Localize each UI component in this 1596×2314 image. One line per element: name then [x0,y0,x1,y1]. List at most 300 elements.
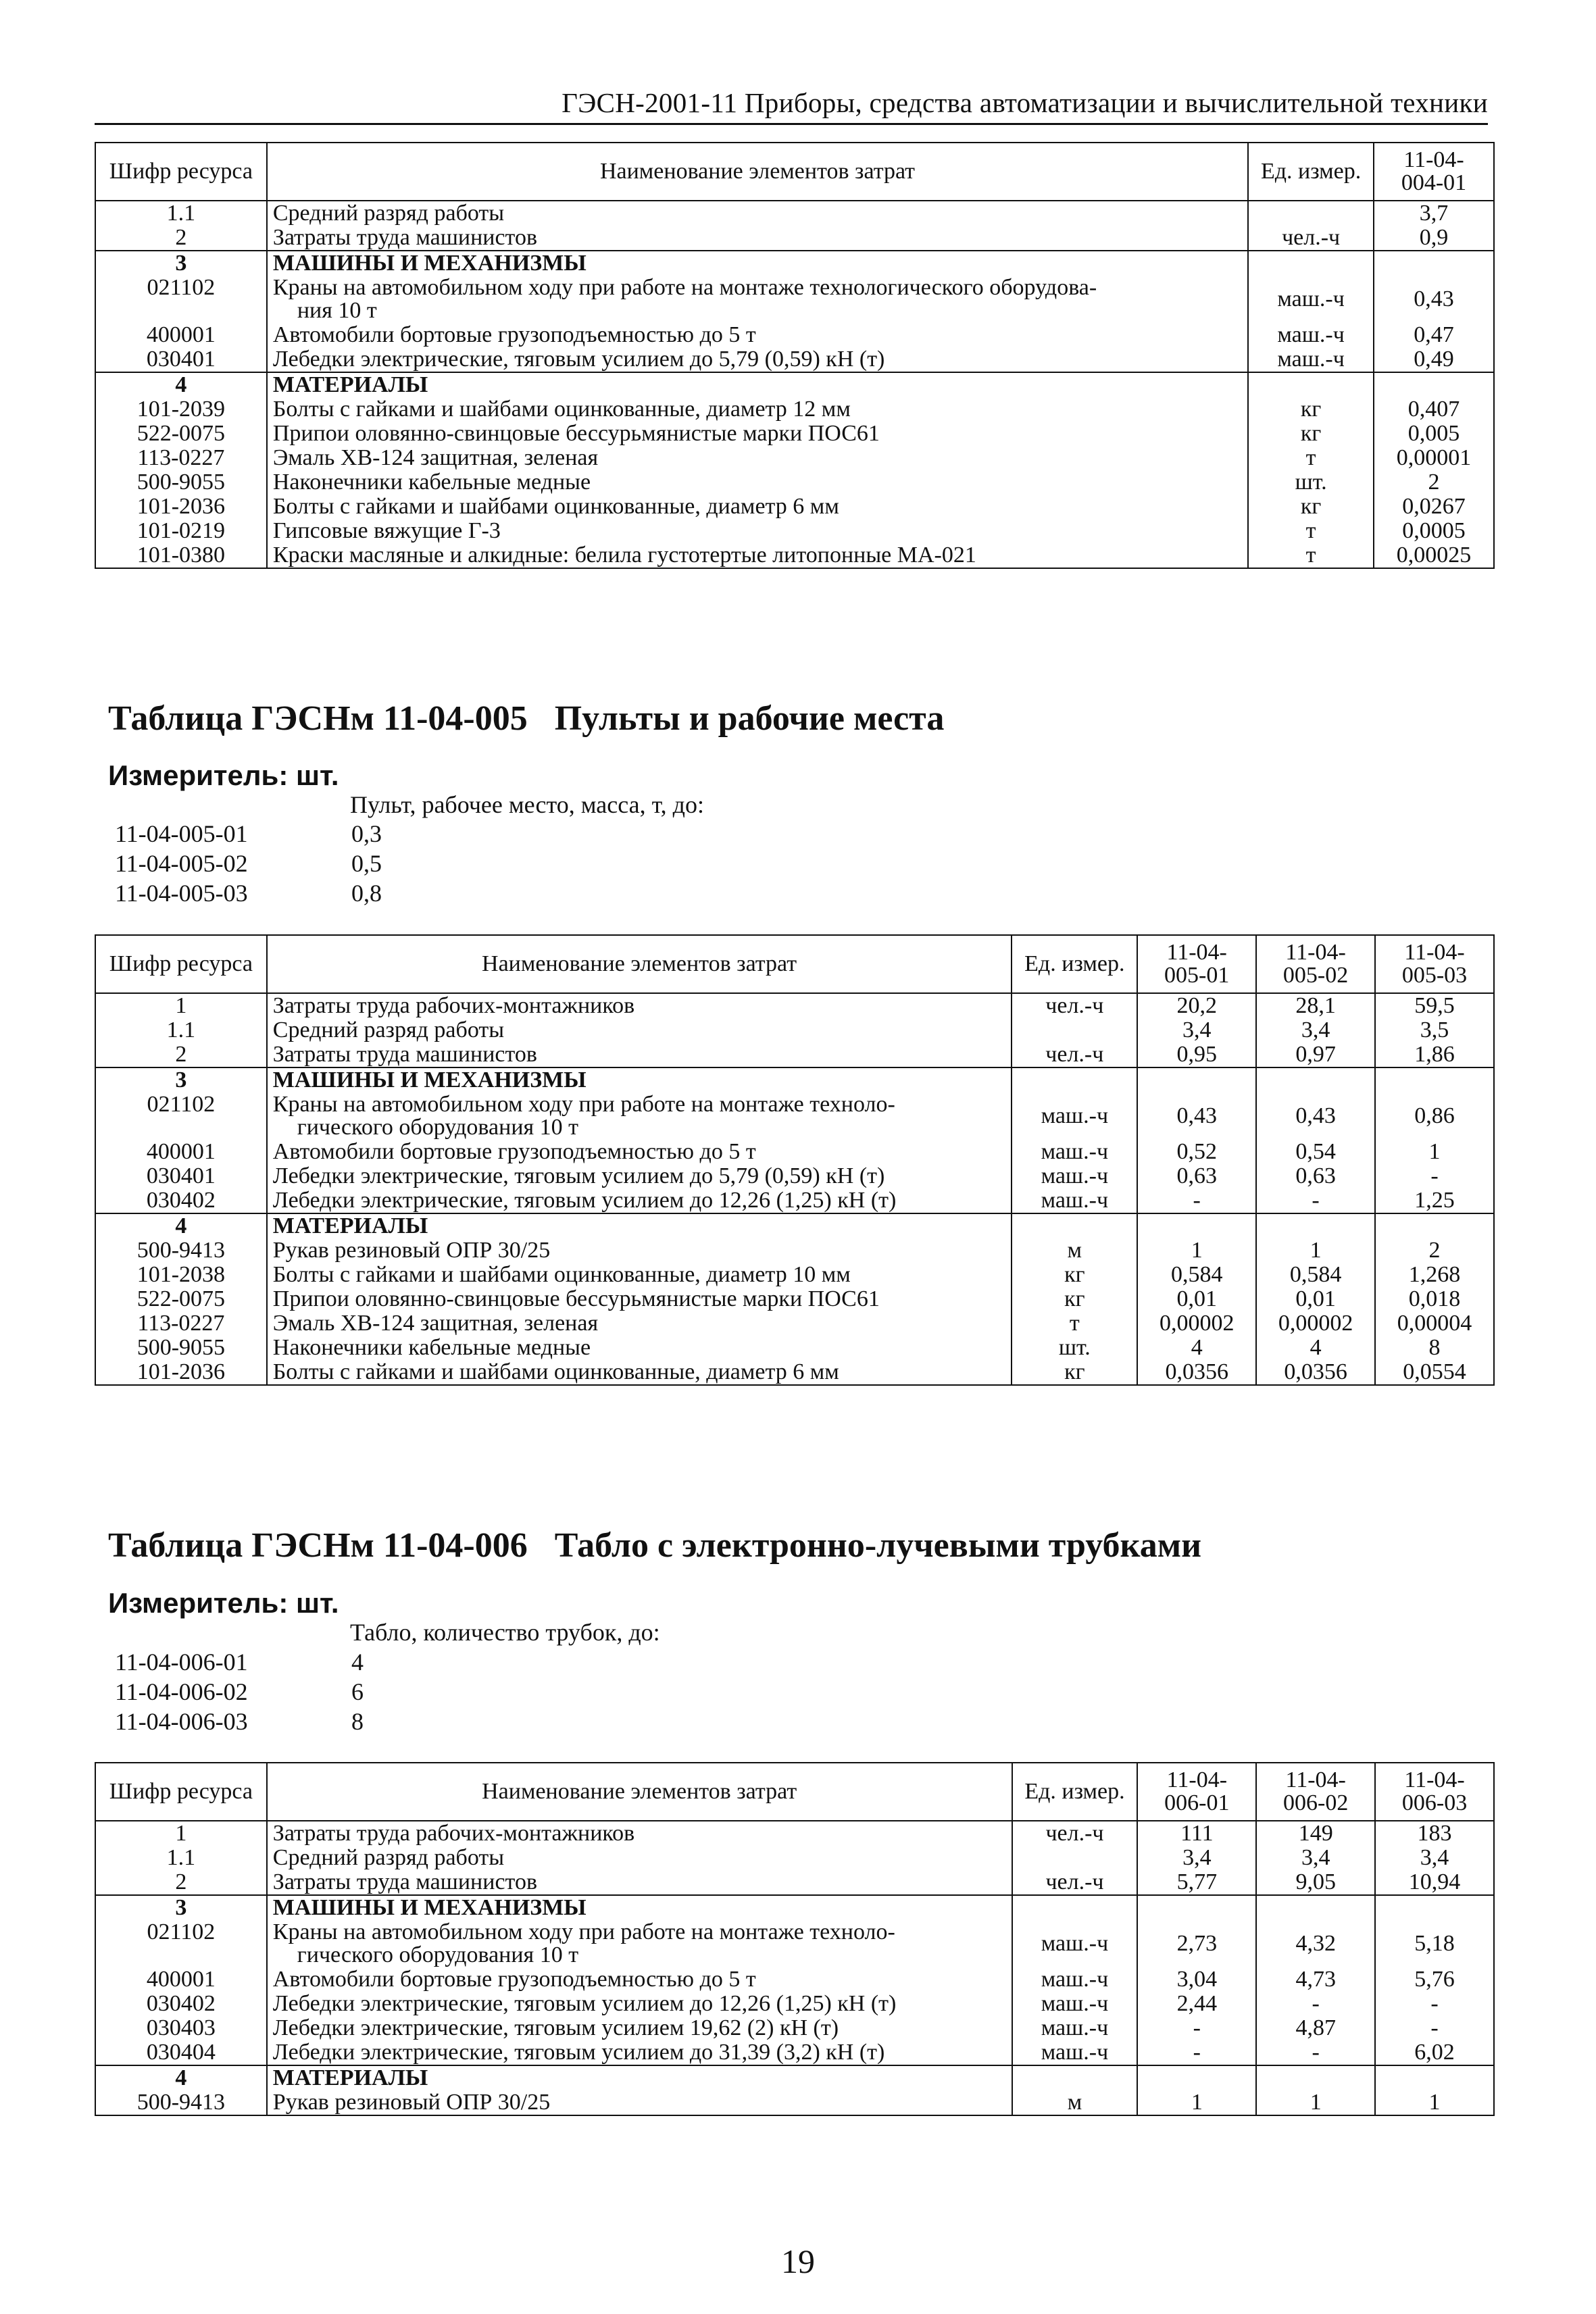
header-norm [1137,1763,1256,1821]
cell-name-text: Затраты труда машинистов [272,1042,537,1067]
cell-value: 6,02 [1375,2040,1494,2065]
cell-value: 1 [1256,1238,1375,1263]
cell-name-text: МАТЕРИАЛЫ [272,372,428,397]
cell-value: 0,43 [1256,1092,1375,1140]
cell-name [267,226,1248,251]
cell-name [267,519,1248,543]
cell-name [267,1188,1012,1213]
cell-name-text: Болты с гайками и шайбами оцинкованные, диаметр 10 мм [272,1262,851,1287]
table-title-005 [108,699,944,738]
cell-code: 101-0380 [95,543,267,568]
table-header-row [95,1763,1494,1821]
table-row [95,1821,1494,1846]
cell-value: 0,97 [1256,1042,1375,1067]
cell-code: 2 [95,226,267,251]
header-name: Наименование элементов затрат [267,1763,1012,1821]
cell-code: 021102 [95,1920,267,1967]
cell-value: 0,018 [1375,1287,1494,1311]
cell-unit: кг [1248,397,1374,422]
cell-name-text: МАШИНЫ И МЕХАНИЗМЫ [272,1895,587,1920]
cell-name-text: Лебедки электрические, тяговым усилием до 5,79 (0,59) кН (т) [272,347,885,372]
cell-value [1374,372,1494,397]
cell-value: 0,63 [1256,1164,1375,1188]
cell-name-text: Автомобили бортовые грузоподъемностью до 5 т [272,1139,756,1164]
cell-value: 111 [1137,1821,1256,1846]
cell-name [267,1967,1012,1992]
table-row [95,519,1494,543]
cell-code: 101-2036 [95,495,267,519]
cell-unit: маш.-ч [1012,1092,1137,1140]
header-norm-l1: 11-04- [1166,1767,1228,1792]
table-row [95,226,1494,251]
cell-value [1375,2065,1494,2090]
running-header: ГЭСН-2001-11 Приборы, средства автоматизации и вычислительной техники [95,86,1488,125]
resource-table-004 [95,142,1495,569]
cell-unit: т [1248,519,1374,543]
cell-code: 030402 [95,1188,267,1213]
cell-name [267,1263,1012,1287]
cell-value: 0,63 [1137,1164,1256,1188]
cell-value: 0,00002 [1256,1311,1375,1336]
cell-value: 0,0005 [1374,519,1494,543]
cell-value: - [1137,1188,1256,1213]
cell-code: 400001 [95,1140,267,1164]
cell-code: 2 [95,1042,267,1067]
cell-value [1374,251,1494,276]
cell-unit: чел.-ч [1012,1042,1137,1067]
cell-value: - [1137,2016,1256,2040]
cell-name-text: МАШИНЫ И МЕХАНИЗМЫ [272,1067,587,1092]
cell-name-text: Затраты труда машинистов [272,1869,537,1894]
cell-value: 0,86 [1375,1092,1494,1140]
cell-unit: кг [1012,1263,1137,1287]
header-norm-l1: 11-04- [1285,1767,1346,1792]
cell-value: 0,0267 [1374,495,1494,519]
cell-value: 0,47 [1374,323,1494,347]
param-value: 0,8 [351,880,382,907]
cell-code: 3 [95,1067,267,1092]
table-row [95,1213,1494,1238]
table-row [95,422,1494,446]
cell-name-text: Лебедки электрические, тяговым усилием до 12,26 (1,25) кН (т) [272,1188,897,1213]
measure-label-005: Измеритель: шт. [108,759,339,791]
param-row [115,1707,364,1736]
cell-name [267,446,1248,470]
cell-value: 4,73 [1256,1967,1375,1992]
section-heading [267,1067,1012,1092]
title-code: Таблица ГЭСНм 11-04-005 [108,699,528,738]
cell-code: 030401 [95,1164,267,1188]
cell-value [1137,1895,1256,1920]
cell-code: 030403 [95,2016,267,2040]
header-norm-l2: 006-03 [1401,1790,1468,1815]
param-row [115,1678,364,1706]
cell-name [267,543,1248,568]
cell-name [267,276,1248,323]
cell-name-text: Болты с гайками и шайбами оцинкованные, диаметр 6 мм [272,494,839,519]
cell-value: - [1256,2040,1375,2065]
cell-value: 5,18 [1375,1920,1494,1967]
cell-name [267,323,1248,347]
cell-value: 8 [1375,1336,1494,1360]
param-value: 4 [351,1649,364,1676]
cell-value: 4,87 [1256,2016,1375,2040]
cell-value: - [1256,1188,1375,1213]
cell-unit [1012,1018,1137,1042]
cell-code: 101-2036 [95,1360,267,1385]
cell-name-text: Краны на автомобильном ходу при работе на монтаже технологического оборудова- [272,275,1097,300]
cell-name [267,1092,1012,1140]
cell-unit: шт. [1248,470,1374,495]
param-code: 11-04-006-01 [115,1649,248,1676]
cell-name [267,1018,1012,1042]
table-row [95,470,1494,495]
resource-table-006 [95,1762,1495,2116]
cell-value [1137,2065,1256,2090]
table-row [95,1336,1494,1360]
cell-code: 101-2039 [95,397,267,422]
cell-name [267,1360,1012,1385]
cell-value: 20,2 [1137,993,1256,1018]
header-name: Наименование элементов затрат [267,143,1248,201]
cell-name-text: Краски масляные и алкидные: белила густотертые литопонные МА-021 [272,543,976,568]
table-row [95,1967,1494,1992]
cell-value: 0,43 [1374,276,1494,323]
cell-value: 5,77 [1137,1870,1256,1895]
resource-table-005 [95,934,1495,1386]
cell-name-text: Эмаль ХВ-124 защитная, зеленая [272,445,599,470]
cell-value: 3,4 [1375,1846,1494,1870]
header-norm [1256,1763,1375,1821]
cell-unit: кг [1248,495,1374,519]
cell-code: 1 [95,993,267,1018]
cell-unit [1248,201,1374,226]
param-row [115,1648,364,1676]
cell-code: 4 [95,2065,267,2090]
cell-name-text: Припои оловянно-свинцовые бессурьмянистые марки ПОС61 [272,1286,880,1311]
cell-name [267,347,1248,372]
cell-unit: маш.-ч [1012,2016,1138,2040]
section-heading [267,251,1248,276]
cell-name [267,1287,1012,1311]
cell-unit: кг [1012,1360,1137,1385]
measure-label-006: Измеритель: шт. [108,1587,339,1619]
header-norm-l1: 11-04- [1404,940,1465,965]
cell-value: 0,01 [1137,1287,1256,1311]
cell-value [1256,1895,1375,1920]
cell-name [267,2090,1012,2115]
table-row [95,1870,1494,1895]
param-code: 11-04-006-02 [115,1678,248,1705]
table-row [95,1164,1494,1188]
header-norm-l1: 11-04- [1404,1767,1465,1792]
cell-name [267,1992,1012,2016]
cell-code: 2 [95,1870,267,1895]
cell-value: 0,0356 [1137,1360,1256,1385]
cell-name-text: Средний разряд работы [272,201,505,226]
cell-code: 1.1 [95,1846,267,1870]
cell-value [1375,1895,1494,1920]
param-value: 0,5 [351,850,382,877]
cell-value: 0,52 [1137,1140,1256,1164]
cell-name-text: Наконечники кабельные медные [272,470,591,495]
table-row [95,1067,1494,1092]
cell-value: 1,86 [1375,1042,1494,1067]
cell-name [267,1311,1012,1336]
cell-code: 400001 [95,323,267,347]
cell-value: 0,0356 [1256,1360,1375,1385]
cell-unit [1012,1846,1138,1870]
header-code: Шифр ресурса [95,935,267,993]
cell-name-text: Затраты труда рабочих-монтажников [272,1821,635,1846]
title-code: Таблица ГЭСНм 11-04-006 [108,1526,528,1565]
cell-name [267,1164,1012,1188]
param-caption-005: Пульт, рабочее место, масса, т, до: [350,791,705,818]
cell-code: 3 [95,1895,267,1920]
header-norm [1256,935,1375,993]
cell-unit [1012,2065,1138,2090]
cell-name-text: Краны на автомобильном ходу при работе на монтаже техноло- [272,1092,895,1117]
param-code: 11-04-005-01 [115,820,248,847]
cell-unit: маш.-ч [1012,1188,1137,1213]
table-row [95,1287,1494,1311]
cell-unit [1012,1895,1138,1920]
cell-value: 3,5 [1375,1018,1494,1042]
cell-value: 28,1 [1256,993,1375,1018]
table-row [95,495,1494,519]
param-row [115,820,382,848]
cell-name-text: Болты с гайками и шайбами оцинкованные, диаметр 6 мм [272,1359,839,1384]
table-row [95,1895,1494,1920]
cell-value: 0,54 [1256,1140,1375,1164]
cell-value: 2 [1374,470,1494,495]
cell-value: 0,9 [1374,226,1494,251]
cell-name [267,2040,1012,2065]
cell-code: 3 [95,251,267,276]
cell-value: 3,4 [1137,1846,1256,1870]
cell-code: 101-0219 [95,519,267,543]
cell-value: 2,44 [1137,1992,1256,2016]
cell-name-continued: гического оборудования 10 т [297,1115,579,1140]
table-title-006 [108,1526,1201,1565]
header-norm-l2: 004-01 [1401,170,1467,195]
cell-code: 500-9055 [95,1336,267,1360]
cell-unit: м [1012,2090,1138,2115]
cell-name-text: Автомобили бортовые грузоподъемностью до 5 т [272,1967,756,1992]
header-unit: Ед. измер. [1248,143,1374,201]
table-row [95,543,1494,568]
cell-name [267,397,1248,422]
table-row [95,347,1494,372]
cell-unit: т [1248,543,1374,568]
header-unit: Ед. измер. [1012,935,1137,993]
table-row [95,1092,1494,1140]
cell-name-text: Лебедки электрические, тяговым усилием 19,62 (2) кН (т) [272,2015,839,2040]
cell-value: 3,4 [1256,1846,1375,1870]
cell-code: 500-9413 [95,2090,267,2115]
section-heading [267,372,1248,397]
cell-name-text: Средний разряд работы [272,1017,505,1042]
cell-value: 1 [1375,1140,1494,1164]
cell-unit: маш.-ч [1012,1992,1138,2016]
cell-value: 5,76 [1375,1967,1494,1992]
cell-value: 0,584 [1256,1263,1375,1287]
param-caption-006: Табло, количество трубок, до: [350,1619,660,1646]
cell-value: 3,04 [1137,1967,1256,1992]
cell-name [267,1920,1012,1967]
cell-unit [1248,372,1374,397]
cell-value: - [1256,1992,1375,2016]
cell-value [1375,1067,1494,1092]
cell-code: 030401 [95,347,267,372]
header-code: Шифр ресурса [95,1763,267,1821]
table-body [95,1821,1494,2115]
table-row [95,1140,1494,1164]
cell-name-text: Затраты труда рабочих-монтажников [272,993,635,1018]
cell-value [1137,1067,1256,1092]
table-header-row [95,143,1494,201]
cell-value [1256,2065,1375,2090]
cell-value: 149 [1256,1821,1375,1846]
cell-value: - [1375,2016,1494,2040]
cell-unit: чел.-ч [1248,226,1374,251]
header-norm-l1: 11-04- [1403,147,1464,172]
cell-code: 1 [95,1821,267,1846]
cell-name [267,1821,1012,1846]
cell-value: 1 [1375,2090,1494,2115]
header-unit: Ед. измер. [1012,1763,1138,1821]
header-norm-l2: 005-02 [1282,963,1349,988]
header-norm-l2: 006-02 [1283,1790,1349,1815]
header-name: Наименование элементов затрат [267,935,1012,993]
cell-value [1137,1213,1256,1238]
cell-name-text: Лебедки электрические, тяговым усилием до 12,26 (1,25) кН (т) [272,1991,897,2016]
table-row [95,1920,1494,1967]
cell-name [267,1336,1012,1360]
cell-name-text: Гипсовые вяжущие Г-3 [272,518,501,543]
cell-code: 1.1 [95,201,267,226]
cell-value: 0,01 [1256,1287,1375,1311]
cell-value: 0,584 [1137,1263,1256,1287]
cell-name [267,1870,1012,1895]
param-code: 11-04-005-02 [115,850,248,877]
table-row [95,2040,1494,2065]
cell-code: 1.1 [95,1018,267,1042]
cell-name-text: Эмаль ХВ-124 защитная, зеленая [272,1311,599,1336]
cell-code: 4 [95,372,267,397]
param-value: 6 [351,1678,364,1705]
cell-value: 0,00025 [1374,543,1494,568]
table-row [95,251,1494,276]
cell-code: 522-0075 [95,422,267,446]
table-row [95,201,1494,226]
cell-value: 0,407 [1374,397,1494,422]
table-row [95,397,1494,422]
cell-value: 0,00002 [1137,1311,1256,1336]
table-row [95,2065,1494,2090]
param-value: 8 [351,1708,364,1735]
cell-code: 030402 [95,1992,267,2016]
param-value: 0,3 [351,820,382,847]
cell-name [267,1140,1012,1164]
cell-value: 0,00004 [1375,1311,1494,1336]
title-name: Пульты и рабочие места [554,699,945,738]
cell-value: 0,43 [1137,1092,1256,1140]
param-code: 11-04-005-03 [115,880,248,907]
cell-value: 4 [1256,1336,1375,1360]
section-heading [267,1895,1012,1920]
cell-code: 113-0227 [95,446,267,470]
cell-value: 3,4 [1256,1018,1375,1042]
table-header-row [95,935,1494,993]
table-row [95,1992,1494,2016]
cell-value: 0,00001 [1374,446,1494,470]
table-row [95,1188,1494,1213]
cell-value: 2,73 [1137,1920,1256,1967]
header-norm-l2: 005-03 [1401,963,1468,988]
cell-unit: чел.-ч [1012,1870,1138,1895]
cell-value: 3,4 [1137,1018,1256,1042]
cell-name-text: Краны на автомобильном ходу при работе на монтаже техноло- [272,1919,895,1944]
table-row [95,1042,1494,1067]
cell-name-text: Припои оловянно-свинцовые бессурьмянистые марки ПОС61 [272,421,880,446]
header-norm [1374,143,1494,201]
cell-unit: т [1248,446,1374,470]
cell-unit [1248,251,1374,276]
cell-unit: маш.-ч [1012,2040,1138,2065]
cell-name [267,2016,1012,2040]
cell-value: 3,7 [1374,201,1494,226]
table-body [95,201,1494,568]
cell-value: 4,32 [1256,1920,1375,1967]
cell-code: 500-9055 [95,470,267,495]
cell-unit: кг [1248,422,1374,446]
cell-code: 113-0227 [95,1311,267,1336]
cell-value: 0,95 [1137,1042,1256,1067]
param-row [115,879,382,907]
cell-name-text: Рукав резиновый ОПР 30/25 [272,1238,551,1263]
title-name: Табло с электронно-лучевыми трубками [554,1526,1202,1565]
cell-name-text: МАШИНЫ И МЕХАНИЗМЫ [272,251,587,276]
header-norm [1137,935,1256,993]
header-norm-l2: 006-01 [1164,1790,1230,1815]
cell-name [267,201,1248,226]
cell-value: 9,05 [1256,1870,1375,1895]
page-number: 19 [781,2242,815,2280]
cell-name [267,993,1012,1018]
cell-code: 522-0075 [95,1287,267,1311]
cell-value: 1 [1137,1238,1256,1263]
cell-value: 2 [1375,1238,1494,1263]
table-row [95,1360,1494,1385]
table-body [95,993,1494,1385]
cell-unit: шт. [1012,1336,1137,1360]
cell-name-text: Автомобили бортовые грузоподъемностью до 5 т [272,322,756,347]
cell-code: 021102 [95,276,267,323]
table-row [95,372,1494,397]
cell-name-text: МАТЕРИАЛЫ [272,2065,428,2090]
cell-unit: маш.-ч [1248,347,1374,372]
table-row [95,276,1494,323]
cell-name [267,422,1248,446]
cell-value: 0,0554 [1375,1360,1494,1385]
table-row [95,1846,1494,1870]
cell-name [267,1042,1012,1067]
cell-value: 0,005 [1374,422,1494,446]
cell-value: 1 [1137,2090,1256,2115]
cell-value: 4 [1137,1336,1256,1360]
cell-unit [1012,1213,1137,1238]
